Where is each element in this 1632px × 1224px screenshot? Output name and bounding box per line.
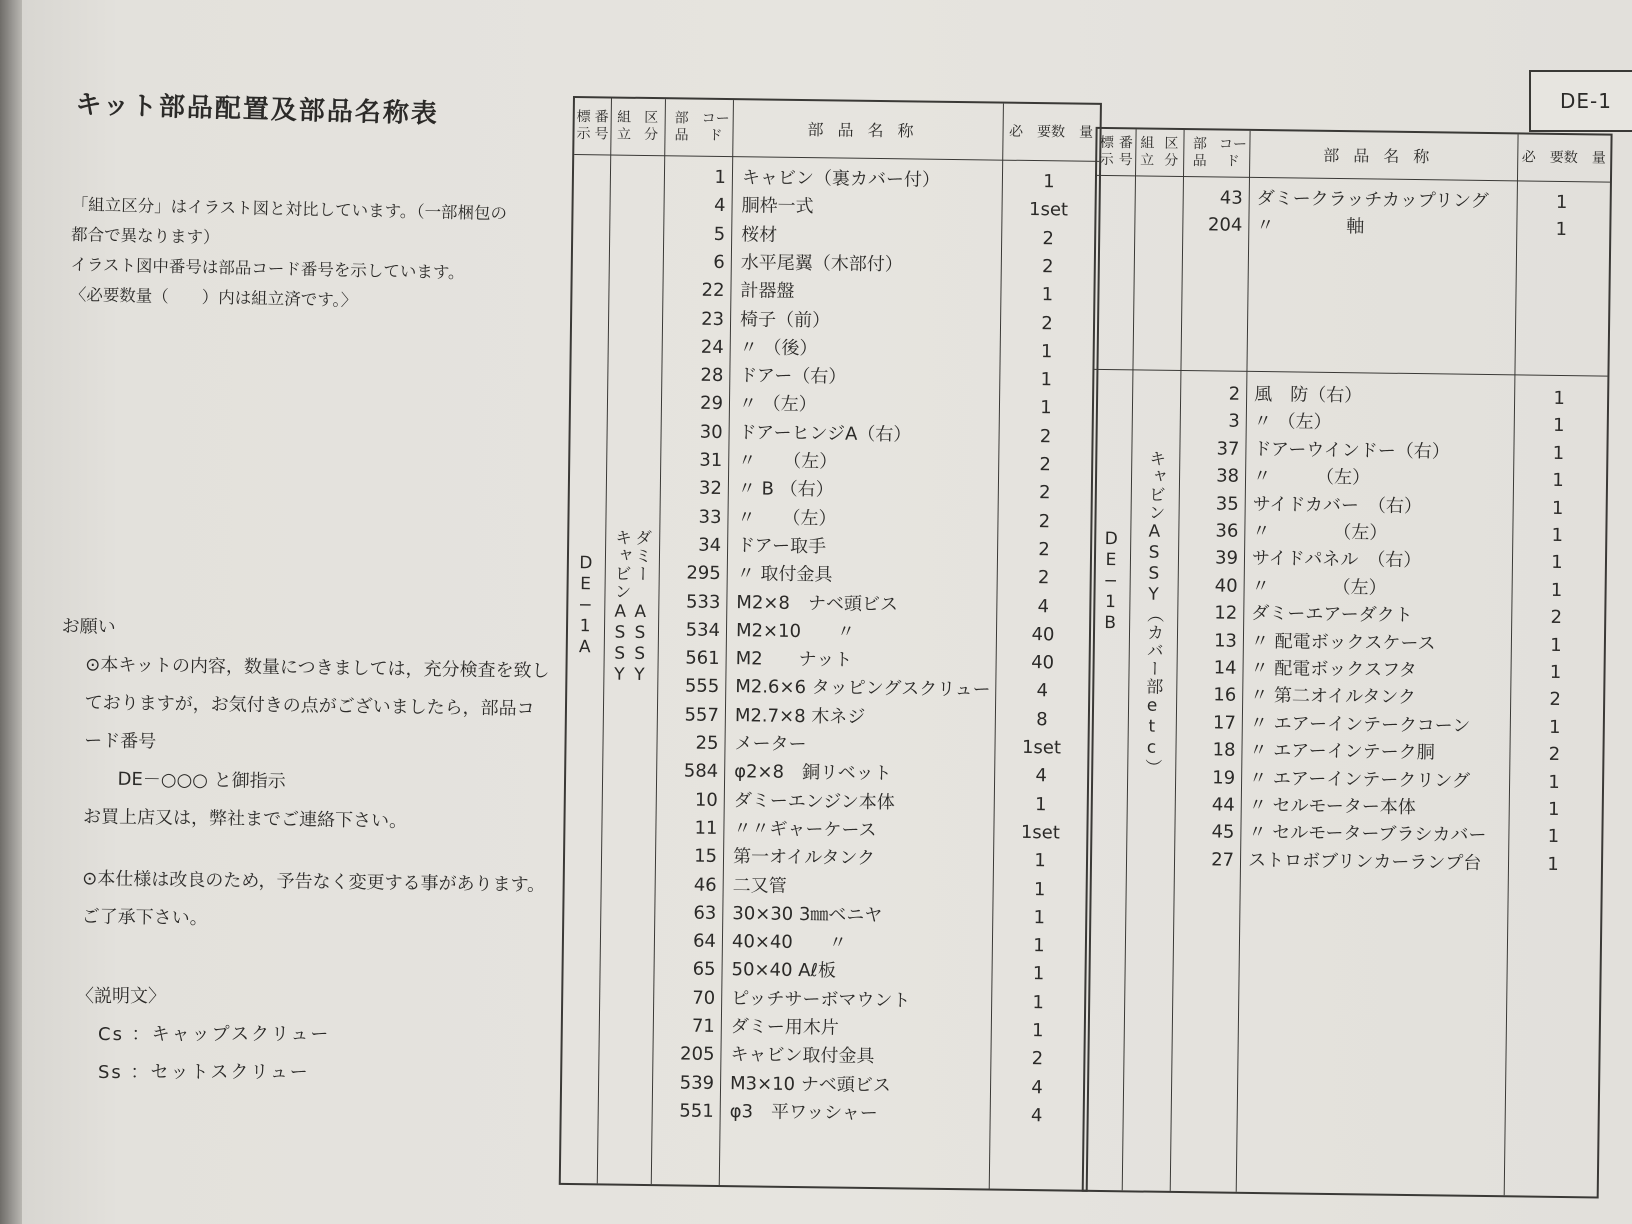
part-qty: 1 (1547, 798, 1560, 820)
part-code: 534 (685, 619, 721, 641)
part-name: 〃 取付金具 (736, 563, 833, 586)
part-qty: 40 (1031, 652, 1055, 674)
part-name: 第一オイルタンク (732, 846, 876, 870)
part-name: M2×10 〃 (735, 619, 856, 643)
part-qty: 1 (1547, 853, 1559, 875)
part-qty: 4 (1037, 595, 1050, 617)
part-qty: 1 (1034, 793, 1047, 815)
part-name: 〃 （左） (1252, 466, 1371, 489)
part-name: 〃 配電ボックスケース (1250, 630, 1436, 654)
part-code: 28 (700, 364, 724, 387)
part-code: 5 (713, 223, 726, 245)
part-name: 〃 B （右） (737, 478, 834, 501)
explanation-item: Cs ：キャップスクリュー (98, 1024, 331, 1045)
part-name: キャビン取付金具 (730, 1044, 875, 1068)
note-line: 「組立区分」はイラスト図と対比しています。（一部梱包の (71, 194, 508, 224)
explanation-heading: 〈説明文〉 (76, 986, 166, 1007)
part-name: 桜材 (741, 223, 778, 246)
part-qty: 2 (1038, 539, 1050, 561)
parts-table-right (1082, 127, 1613, 1199)
part-code: 71 (691, 1015, 715, 1037)
page-title: キット部品配置及部品名称表 (75, 89, 440, 130)
part-qty: 2 (1038, 482, 1051, 504)
part-code: 557 (684, 704, 720, 726)
part-name: 〃 （左） (738, 450, 838, 473)
part-qty: 1 (1034, 850, 1046, 872)
table-row (1096, 210, 1609, 245)
usage-notes (69, 190, 507, 319)
part-code: 29 (699, 393, 724, 415)
part-qty: 1 (1552, 415, 1565, 437)
explanation-item: Ss ：セットスクリュー (98, 1062, 310, 1083)
part-code: 40 (1214, 575, 1238, 597)
part-qty: 2 (1037, 567, 1050, 589)
part-qty: 1 (1550, 579, 1563, 601)
part-code: 1 (714, 166, 727, 189)
part-name: 〃 （後） (739, 337, 818, 360)
part-name: φ2×8 銅リベット (734, 761, 892, 785)
part-code: 555 (684, 675, 720, 698)
part-name: 二又管 (732, 874, 787, 897)
part-qty: 1 (1548, 716, 1561, 738)
part-code: 31 (699, 449, 723, 471)
part-qty: 1 (1040, 369, 1053, 391)
part-qty: 2 (1550, 607, 1563, 629)
part-name: 〃 （左） (737, 506, 837, 530)
header-qty: 必 要 数 量 (1008, 123, 1094, 141)
part-code: 32 (698, 477, 723, 500)
part-qty: 2 (1041, 256, 1054, 278)
request-code-line: DE－○○○ と御指示 (117, 768, 286, 793)
request-line: ご了承下さい。 (81, 906, 208, 930)
part-code: 37 (1216, 438, 1240, 460)
part-qty: 1 (1555, 218, 1568, 241)
assembly-label: ASSY (629, 601, 651, 687)
part-code: 533 (685, 591, 721, 613)
part-code: 45 (1211, 821, 1235, 844)
part-qty: 2 (1042, 227, 1055, 249)
part-name: サイドパネル （右） (1251, 548, 1422, 572)
part-qty: 4 (1030, 1104, 1043, 1127)
part-qty: 2 (1039, 425, 1052, 447)
part-name: 胴枠一式 (741, 195, 814, 218)
book-spine-shadow (0, 0, 22, 1224)
part-qty: 1 (1043, 171, 1055, 193)
request-heading: お願い (61, 615, 116, 638)
part-code: 30 (699, 421, 723, 443)
request-section (57, 608, 550, 943)
part-code: 43 (1219, 187, 1243, 209)
note-line: イラスト図中番号は部品コード番号を示しています。 (70, 254, 465, 283)
part-qty: 1 (1551, 524, 1564, 546)
part-code: 539 (679, 1072, 715, 1094)
part-name: 〃 配電ボックスフタ (1250, 657, 1417, 682)
part-code: 6 (713, 251, 725, 273)
group-mark-de1b: DE−1B (1100, 528, 1122, 635)
part-qty: 4 (1031, 1076, 1043, 1098)
part-code: 18 (1212, 739, 1236, 761)
part-name: 30×30 3㎜ベニヤ (732, 902, 883, 926)
explanation-section (76, 978, 330, 1092)
part-name: ドアー取手 (736, 535, 827, 558)
part-code: 33 (698, 506, 722, 528)
part-code: 11 (694, 817, 718, 839)
part-qty: 1 (1032, 991, 1045, 1013)
part-qty: 1 (1549, 661, 1562, 683)
part-name: 〃〃ギャーケース (733, 818, 877, 841)
part-code: 561 (685, 647, 720, 670)
part-name: ドアー（右） (739, 365, 847, 388)
part-code: 14 (1213, 657, 1237, 679)
part-code: 64 (692, 930, 717, 953)
part-qty: 4 (1036, 680, 1049, 702)
part-name: 〃 エアーインテークリング (1248, 767, 1471, 792)
part-name: M2 ナット (735, 648, 853, 671)
part-qty: 1 (1040, 340, 1053, 363)
note-line: 都合で異なります） (70, 224, 220, 248)
part-name: 〃 エアーインテークコーン (1249, 712, 1471, 737)
part-code: 12 (1214, 602, 1238, 624)
part-name: 〃 第二オイルタンク (1250, 685, 1417, 709)
part-code: 19 (1212, 767, 1236, 789)
part-code: 25 (695, 732, 719, 754)
part-qty: 1 (1551, 552, 1563, 574)
part-qty: 1 (1033, 935, 1045, 957)
part-qty: 1 (1547, 826, 1560, 848)
part-code: 13 (1213, 630, 1238, 652)
header-part-code: 部 品 コード (1192, 136, 1248, 170)
page-code-badge: DE-1 (1529, 70, 1632, 132)
part-name: φ3 平ワッシャー (729, 1101, 878, 1124)
part-qty: 1 (1552, 470, 1564, 492)
part-qty: 2 (1031, 1048, 1044, 1070)
part-qty: 1 (1551, 497, 1564, 519)
part-qty: 1set (1020, 821, 1061, 844)
part-qty: 4 (1035, 765, 1047, 787)
part-code: 44 (1211, 794, 1235, 816)
part-code: 63 (693, 902, 717, 924)
part-qty: 1 (1041, 284, 1054, 306)
part-name: 〃 セルモーター本体 (1248, 794, 1416, 819)
assembly-label: キャビンASSY（カバー部etc） (1141, 449, 1166, 777)
part-qty: 2 (1039, 454, 1052, 476)
part-qty: 2 (1548, 744, 1561, 766)
part-code: 551 (679, 1100, 714, 1122)
part-qty: 1 (1550, 634, 1562, 656)
part-code: 46 (693, 874, 717, 896)
part-name: 計器盤 (740, 280, 795, 303)
part-qty: 1 (1033, 878, 1046, 900)
part-name: 水平尾翼（木部付） (740, 252, 903, 276)
part-qty: 1 (1548, 771, 1560, 793)
part-code: 4 (713, 195, 726, 217)
part-code: 34 (698, 534, 722, 556)
part-name: 〃 （左） (1251, 575, 1387, 599)
part-name: 〃 （左） (1253, 411, 1332, 434)
part-qty: 1 (1552, 442, 1565, 464)
part-qty: 1 (1032, 963, 1045, 985)
header-assembly: 組立 区分 (1140, 135, 1179, 169)
request-line: ード番号 (84, 730, 157, 753)
part-qty: 1set (1021, 736, 1062, 759)
part-name: 〃 軸 (1256, 214, 1365, 238)
part-code: 2 (1228, 383, 1241, 405)
part-code: 27 (1211, 849, 1235, 871)
header-qty: 必 要 数 量 (1521, 148, 1606, 167)
part-name: 40×40 〃 (731, 931, 847, 954)
part-code: 39 (1214, 547, 1239, 570)
part-name: ドアーヒンジA（右） (738, 421, 912, 446)
parts-table (559, 96, 1613, 1198)
part-code: 38 (1216, 465, 1240, 487)
assembly-label: ダミー (630, 528, 652, 584)
part-name: ストロボブリンカーランプ台 (1247, 849, 1482, 874)
part-code: 17 (1212, 712, 1236, 734)
part-name: 風 防（右） (1254, 383, 1363, 407)
header-mark-no: 標示 番号 (1099, 134, 1134, 169)
part-name: 〃 エアーインテーク胴 (1249, 740, 1435, 764)
part-code: 205 (679, 1043, 715, 1066)
header-part-name: 部品名称 (807, 119, 928, 141)
part-qty: 1 (1040, 397, 1052, 419)
part-qty: 8 (1036, 708, 1048, 730)
part-qty: 2 (1549, 689, 1562, 711)
part-name: サイドカバー （右） (1252, 493, 1423, 517)
part-name: ピッチサーボマウント (731, 987, 911, 1012)
parts-table-left (559, 96, 1102, 1192)
part-name: ダミーエンジン本体 (733, 789, 896, 813)
part-code: 22 (701, 279, 725, 302)
part-code: 36 (1215, 520, 1239, 542)
part-name: 〃 （左） (1252, 520, 1388, 544)
assembly-label: キャビン (610, 528, 632, 601)
part-code: 70 (692, 987, 716, 1009)
part-code: 10 (694, 789, 718, 811)
request-line: ておりますが，お気付きの点がございましたら，部品コ (84, 692, 535, 720)
header-mark-no: 標示 番号 (576, 109, 609, 143)
part-code: 295 (686, 562, 721, 585)
part-name: キャビン（裏カバー付） (741, 167, 941, 191)
header-part-name: 部品名称 (1323, 145, 1444, 166)
request-line: お買上店又は，弊社までご連絡下さい。 (82, 806, 408, 832)
part-name: 〃 （左） (738, 393, 817, 416)
part-code: 16 (1213, 684, 1237, 707)
part-name: M2×8 ナベ頭ビス (736, 591, 899, 615)
part-name: 椅子（前） (739, 308, 831, 331)
part-qty: 1 (1033, 906, 1046, 929)
part-code: 23 (701, 308, 725, 330)
part-name: ダミークラッチカップリング (1256, 187, 1489, 212)
header-part-code: 部 品 コード (674, 110, 730, 144)
part-name: 〃 セルモーターブラシカバー (1248, 822, 1487, 847)
part-code: 15 (694, 845, 718, 868)
part-name: ダミー用木片 (730, 1016, 839, 1039)
part-name: M2.6×6 タッピングスクリュー (735, 676, 991, 701)
request-line: ⊙本仕様は改良のため，予告なく変更する事があります。 (82, 868, 546, 896)
header-assembly: 組立 区分 (616, 109, 659, 144)
part-qty: 1 (1553, 387, 1565, 410)
part-qty: 1 (1031, 1020, 1044, 1042)
table-row (1088, 845, 1601, 880)
part-name: M3×10 ナベ頭ビス (729, 1072, 891, 1096)
part-code: 35 (1215, 493, 1239, 515)
request-line: ⊙本キットの内容，数量につきましては，充分検査を致し (85, 654, 550, 682)
part-name: 50×40 Aℓ板 (731, 959, 837, 982)
part-name: M2.7×8 木ネジ (734, 704, 866, 728)
note-line: 〈必要数量（ ）内は組立済です。〉 (69, 284, 358, 310)
group-mark-de1a: DE−1A (574, 553, 597, 659)
part-qty: 1 (1555, 191, 1568, 214)
part-name: ダミーエアーダクト (1251, 603, 1413, 627)
part-name: ドアーウインドー（右） (1253, 438, 1450, 463)
part-qty: 2 (1038, 510, 1051, 532)
part-qty: 1set (1028, 199, 1069, 221)
part-code: 204 (1207, 214, 1243, 236)
part-qty: 2 (1041, 312, 1053, 334)
part-qty: 40 (1031, 623, 1055, 646)
part-code: 24 (700, 336, 724, 358)
assembly-label: ASSY (609, 601, 631, 686)
part-code: 3 (1228, 410, 1240, 433)
part-code: 65 (692, 959, 716, 981)
table-row (562, 1096, 1087, 1131)
part-code: 584 (683, 760, 719, 783)
part-name: メーター (734, 733, 807, 756)
